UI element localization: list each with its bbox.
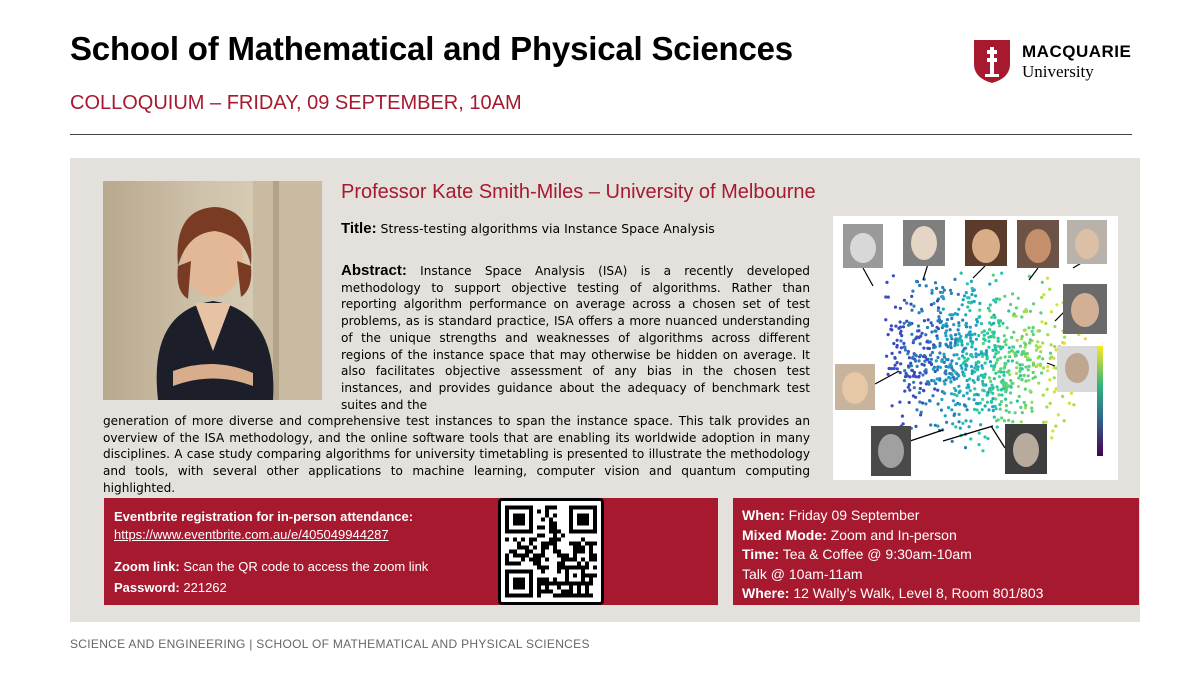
talk-title <box>341 220 715 237</box>
abstract-text-part1: Instance Space Analysis (ISA) is a recently developed methodology to support objective testing of algorithms. Rather than reporting algorithm performance on average across a chosen set of test problems, as is standard practice, ISA offers a more nuanced understanding of the unique strengths and weaknesses of algorithms across different regions of the instance space that may otherwise be hidden on average. It also facilitates objective assessment of any bias in the chosen test instances, and provides guidance about the adequacy of benchmark test suites and the <box>341 264 810 412</box>
when-label: When: <box>742 507 785 523</box>
speaker-portrait-icon <box>103 181 322 400</box>
speaker-name: Professor Kate Smith-Miles – University of Melbourne <box>341 181 816 203</box>
talk-title-label: Title: <box>341 220 377 237</box>
logo-wordmark-top: MACQUARIE <box>1022 41 1132 61</box>
logo-wordmark-bottom: University <box>1022 61 1094 81</box>
scatter-with-faces-image <box>833 216 1118 480</box>
mode-label: Mixed Mode: <box>742 526 827 543</box>
time-value: Tea & Coffee @ 9:30am-10am <box>782 546 972 562</box>
macquarie-logo <box>972 38 1142 84</box>
speaker-photo <box>103 181 322 400</box>
mode-line <box>742 526 1139 546</box>
zoom-line <box>114 559 428 574</box>
zoom-label: Zoom link: <box>114 559 180 574</box>
qr-code[interactable] <box>498 498 604 605</box>
time-label: Time: <box>742 546 780 562</box>
registration-label: Eventbrite registration for in-person attendance: <box>114 509 414 524</box>
abstract-label: Abstract: <box>341 262 407 279</box>
abstract-first-part <box>341 263 810 413</box>
talk-time-line: Talk @ 10am-11am <box>742 565 863 582</box>
zoom-text: Scan the QR code to access the zoom link <box>183 559 429 574</box>
colorbar <box>1097 346 1103 456</box>
page-title: School of Mathematical and Physical Sciences <box>70 30 793 67</box>
instance-space-figure <box>833 216 1118 480</box>
when-value: Friday 09 September <box>788 507 920 523</box>
abstract-text-part2: generation of more diverse and comprehensive test instances to span the instance space. This talk provides an overview of the ISA methodology, and the online software tools that are enabling its worldwide adoption in many disciplines. A case study comparing algorithms for university timetabling is presented to illustrate the methodology and tools, with several other applications to machine learning, computer vision and quantum computing highlighted. <box>103 414 810 495</box>
eventbrite-link[interactable]: https://www.eventbrite.com.au/e/405049944287 <box>114 527 389 542</box>
time-line <box>742 545 1139 565</box>
header-divider <box>70 134 1132 135</box>
footer-text: SCIENCE AND ENGINEERING | SCHOOL OF MATHEMATICAL AND PHYSICAL SCIENCES <box>70 637 590 651</box>
shield-logo-icon <box>972 38 1012 84</box>
where-value: 12 Wally’s Walk, Level 8, Room 801/803 <box>793 585 1044 601</box>
qr-code-icon <box>501 501 601 602</box>
where-line <box>742 584 1139 604</box>
talk-title-text: Stress-testing algorithms via Instance Space Analysis <box>380 221 715 236</box>
registration-box <box>104 498 718 605</box>
event-details-box <box>733 498 1139 605</box>
colloquium-subtitle: COLLOQUIUM – FRIDAY, 09 SEPTEMBER, 10AM <box>70 92 522 114</box>
password-label: Password: <box>114 580 180 595</box>
when-line <box>742 506 1139 526</box>
password-line <box>114 580 227 595</box>
where-label: Where: <box>742 585 790 601</box>
password-value: 221262 <box>183 580 227 595</box>
mode-value: Zoom and In-person <box>830 526 957 543</box>
